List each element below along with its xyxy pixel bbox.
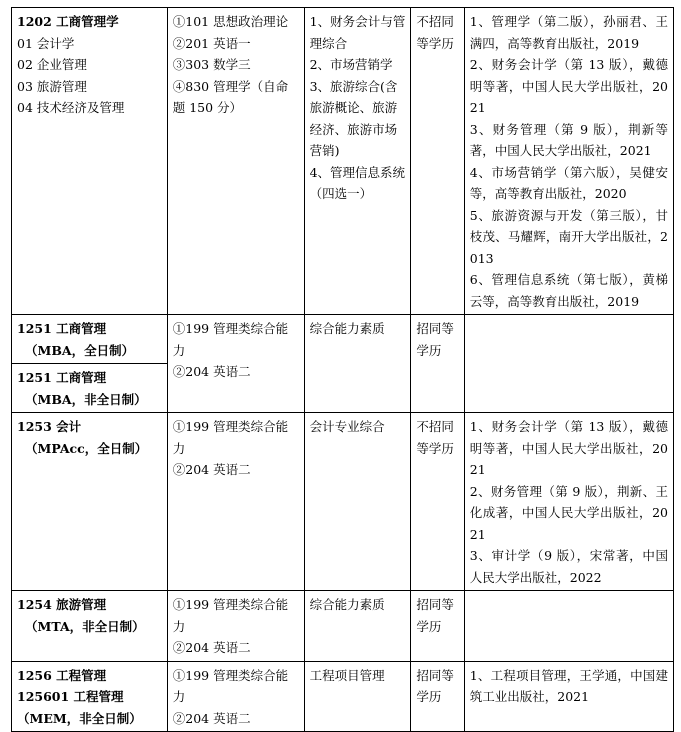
retest-item: 2、市场营销学 (309, 57, 393, 72)
equal-education-text: 不招同等学历 (416, 419, 454, 456)
retest-note: （四选一） (309, 186, 373, 201)
equal-education-text: 招同等学历 (416, 597, 454, 634)
program-title: 1251 工商管理 (17, 370, 107, 385)
equal-education-cell (411, 8, 464, 315)
program-cell (12, 8, 168, 315)
exam-item: ②204 英语二 (172, 640, 251, 655)
retest-subjects-cell (304, 591, 411, 662)
program-cell (12, 364, 168, 413)
retest-subjects-cell (304, 413, 411, 591)
exam-item: ②204 英语二 (172, 364, 251, 379)
program-title-2: 125601 工程管理 (17, 689, 124, 704)
retest-item: 3、旅游综合(含旅游概论、旅游经济、旅游市场营销) (309, 78, 398, 158)
book-item: 1、工程项目管理，王学通，中国建筑工业出版社，2021 (469, 667, 668, 704)
book-item: 6、管理信息系统（第七版），黄梯云等，高等教育出版社，2019 (469, 272, 668, 309)
program-sub: （MEM，非全日制） (17, 710, 142, 726)
book-item: 3、审计学（9 版），宋常著，中国人民大学出版社，2022 (469, 548, 668, 585)
retest-item: 工程项目管理 (309, 667, 385, 683)
program-sub: （MBA，全日制） (25, 342, 135, 358)
book-item: 2、财务管理（第 9 版），荆新、王化成著，中国人民大学出版社，2021 (469, 483, 668, 542)
table-row-1254 (12, 591, 674, 662)
equal-education-cell (411, 413, 464, 591)
program-cell (12, 413, 168, 591)
table-row-1256 (12, 661, 674, 732)
program-title: 1251 工商管理 (17, 321, 107, 336)
direction-item: 03 旅游管理 (17, 78, 87, 94)
exam-item: ④830 管理学（自命题 150 分） (172, 78, 289, 115)
exam-item: ①101 思想政治理论 (172, 14, 289, 29)
book-item: 3、财务管理（第 9 版），荆新等著，中国人民大学出版社，2021 (469, 121, 668, 158)
equal-education-text: 招同等学历 (416, 321, 454, 358)
retest-subjects-cell (304, 8, 411, 315)
exam-item: ①199 管理类综合能力 (172, 597, 289, 634)
book-item: 4、市场营销学（第六版），吴健安等，高等教育出版社，2020 (469, 164, 668, 201)
admissions-table (11, 7, 674, 732)
reference-books-cell (464, 413, 673, 591)
exam-item: ②204 英语二 (172, 710, 251, 726)
direction-item: 01 会计学 (17, 35, 75, 51)
exam-item: ②201 英语一 (172, 35, 251, 51)
equal-education-cell (411, 661, 464, 732)
reference-books-cell (464, 8, 673, 315)
equal-education-cell (411, 591, 464, 662)
exam-subjects-cell (167, 413, 304, 591)
exam-item: ②204 英语二 (172, 462, 251, 477)
reference-books-cell (464, 661, 673, 732)
retest-item: 会计专业综合 (309, 419, 385, 434)
program-title: 1256 工程管理 (17, 667, 107, 683)
retest-item: 综合能力素质 (309, 321, 385, 336)
exam-item: ①199 管理类综合能力 (172, 419, 289, 456)
book-item: 2、财务会计学（第 13 版），戴德明等著，中国人民大学出版社，2021 (469, 57, 668, 115)
exam-item: ①199 管理类综合能力 (172, 667, 289, 704)
program-cell (12, 591, 168, 662)
retest-subjects-cell (304, 315, 411, 413)
book-item: 1、财务会计学（第 13 版），戴德明等著，中国人民大学出版社，2021 (469, 419, 668, 477)
reference-books-cell (464, 591, 673, 662)
table-row-1253 (12, 413, 674, 591)
program-sub: （MTA，非全日制） (25, 618, 145, 634)
exam-subjects-cell (167, 8, 304, 315)
program-title: 1202 工商管理学 (17, 14, 119, 29)
exam-subjects-cell (167, 661, 304, 732)
equal-education-text: 不招同等学历 (416, 14, 454, 51)
direction-item: 04 技术经济及管理 (17, 100, 125, 115)
direction-item: 02 企业管理 (17, 57, 87, 72)
exam-subjects-cell (167, 315, 304, 413)
program-sub: （MPAcc，全日制） (25, 440, 148, 456)
program-title: 1254 旅游管理 (17, 597, 107, 612)
equal-education-cell (411, 315, 464, 413)
retest-item: 综合能力素质 (309, 597, 385, 612)
reference-books-cell (464, 315, 673, 413)
exam-item: ③303 数学三 (172, 57, 251, 72)
equal-education-text: 招同等学历 (416, 667, 454, 704)
exam-item: ①199 管理类综合能力 (172, 321, 289, 358)
program-cell (12, 661, 168, 732)
retest-subjects-cell (304, 661, 411, 732)
table-row-1251 (12, 315, 674, 364)
exam-subjects-cell (167, 591, 304, 662)
book-item: 1、管理学（第二版），孙丽君、王满四，高等教育出版社，2019 (469, 14, 668, 51)
retest-item: 1、财务会计与管理综合 (309, 14, 406, 51)
program-title: 1253 会计 (17, 419, 82, 434)
program-cell (12, 315, 168, 364)
book-item: 5、旅游资源与开发（第三版），甘枝茂、马耀辉，南开大学出版社，2013 (469, 207, 668, 266)
program-sub: （MBA，非全日制） (25, 391, 147, 407)
table-row-1202 (12, 8, 674, 315)
retest-item: 4、管理信息系统 (309, 164, 406, 180)
